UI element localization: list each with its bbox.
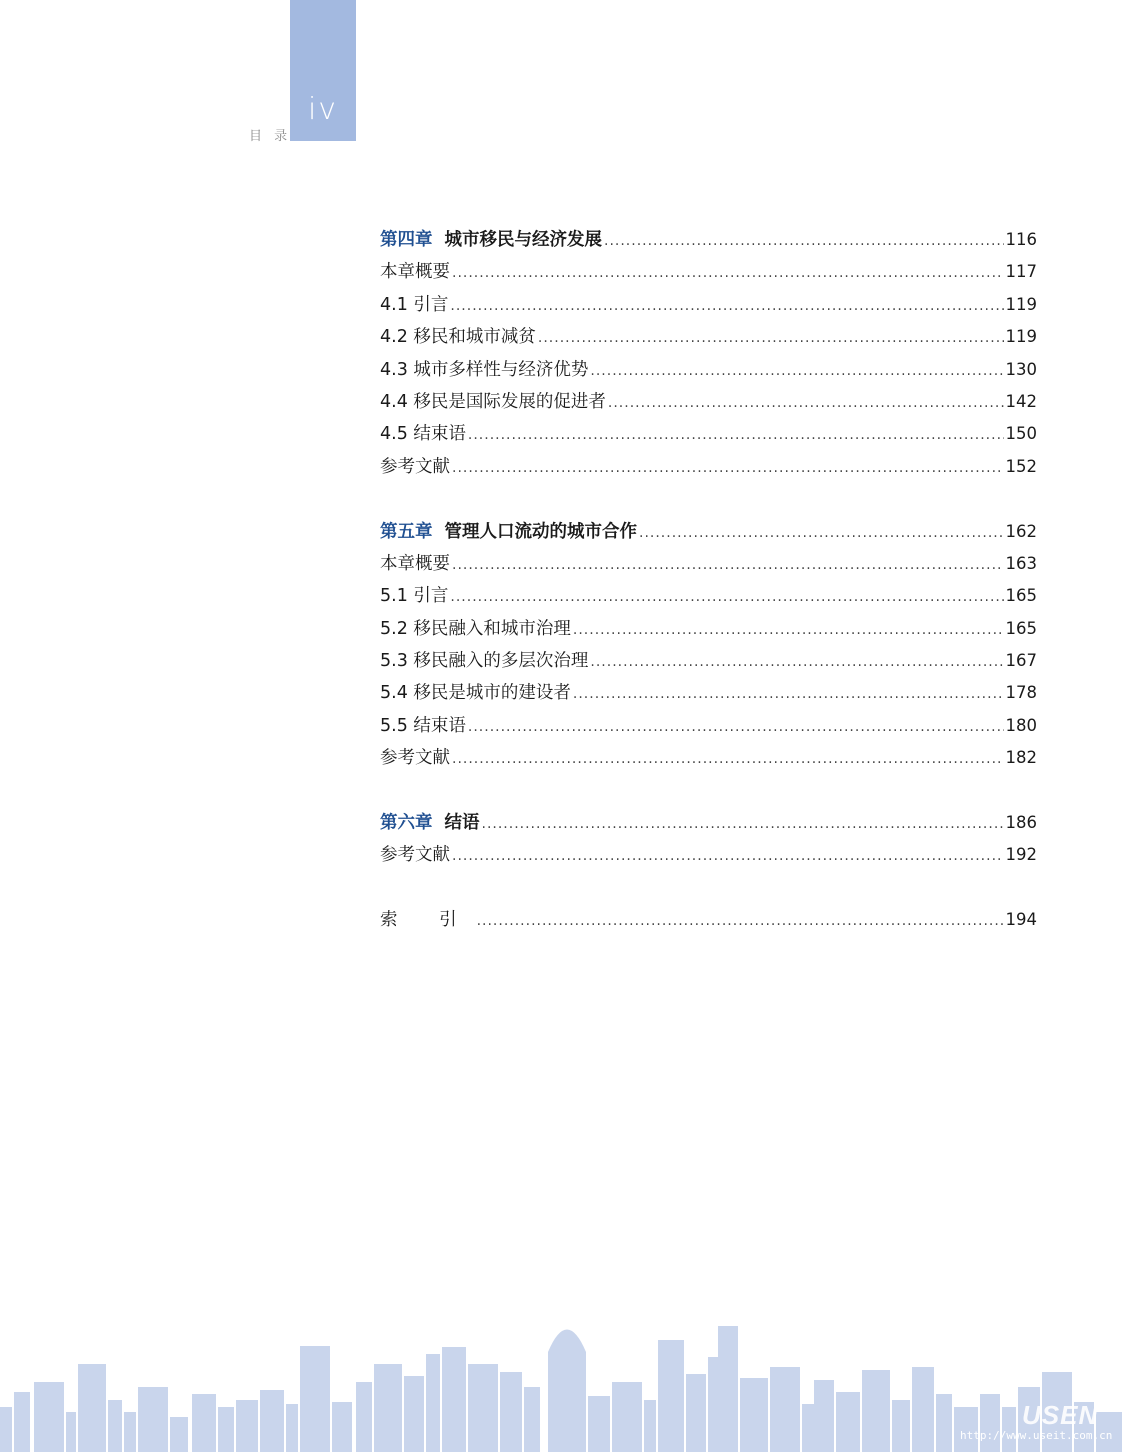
toc-dot-leader	[482, 816, 1004, 832]
toc-page-number: 194	[1005, 910, 1037, 930]
page-number: iv	[307, 92, 339, 127]
toc-entry-title: 4.5 结束语	[380, 424, 466, 445]
toc-entry-title: 结语	[444, 813, 480, 834]
toc-entry-title: 4.2 移民和城市减贫	[380, 327, 536, 348]
toc-chapter-number: 第六章	[380, 813, 433, 834]
toc-row	[380, 453, 1037, 485]
toc-dot-leader	[573, 622, 1004, 638]
toc-row	[380, 323, 1037, 355]
section-label: 目 录	[249, 129, 292, 144]
toc-dot-leader	[639, 525, 1004, 541]
toc-entry-title: 5.2 移民融入和城市治理	[380, 618, 571, 639]
table-of-contents	[380, 226, 1037, 939]
toc-dot-leader	[452, 460, 1004, 476]
toc-dot-leader	[590, 654, 1003, 670]
toc-dot-leader	[604, 233, 1004, 249]
toc-dot-leader	[590, 363, 1003, 379]
toc-row	[380, 679, 1037, 711]
toc-dot-leader	[452, 751, 1004, 767]
toc-page-number: 192	[1005, 845, 1037, 865]
city-skyline-illustration	[0, 1312, 1122, 1452]
toc-entry-title: 4.4 移民是国际发展的促进者	[380, 391, 606, 412]
skyline-buildings	[0, 1326, 1122, 1452]
toc-dot-leader	[468, 719, 1004, 735]
toc-page-number: 178	[1005, 683, 1037, 703]
page-tab	[290, 0, 356, 141]
toc-dot-leader	[608, 395, 1004, 411]
toc-row	[380, 744, 1037, 776]
toc-page-number: 180	[1005, 715, 1037, 735]
toc-dot-leader	[477, 913, 1004, 929]
toc-row	[380, 582, 1037, 614]
toc-entry-title: 本章概要	[380, 553, 450, 574]
toc-dot-leader	[452, 557, 1004, 573]
toc-entry-title: 5.4 移民是城市的建设者	[380, 683, 571, 704]
toc-entry-title: 本章概要	[380, 262, 450, 283]
toc-row	[380, 420, 1037, 452]
toc-dot-leader	[450, 298, 1003, 314]
toc-row	[380, 388, 1037, 420]
toc-page-number: 116	[1005, 230, 1037, 249]
toc-entry-title: 5.5 结束语	[380, 715, 466, 736]
toc-row	[380, 712, 1037, 744]
toc-page-number: 167	[1005, 651, 1037, 671]
toc-page-number: 119	[1005, 294, 1037, 314]
toc-row	[380, 550, 1037, 582]
toc-dot-leader	[573, 686, 1004, 702]
toc-chapter-number: 第五章	[380, 521, 433, 542]
toc-entry-title: 4.1 引言	[380, 294, 449, 315]
toc-page-number: 182	[1005, 748, 1037, 768]
toc-page-number: 165	[1005, 586, 1037, 606]
toc-dot-leader	[452, 848, 1004, 864]
toc-page-number: 130	[1005, 359, 1037, 379]
toc-entry-title: 参考文献	[380, 748, 450, 769]
toc-row	[380, 809, 1037, 841]
toc-row	[380, 226, 1037, 258]
toc-page-number: 162	[1005, 521, 1037, 541]
toc-row	[380, 356, 1037, 388]
toc-row	[380, 615, 1037, 647]
watermark-logo: USEN	[1022, 1400, 1099, 1430]
toc-row	[380, 647, 1037, 679]
toc-page-number: 142	[1005, 391, 1037, 411]
watermark-url: http://www.useit.com.cn	[960, 1429, 1113, 1442]
toc-entry-title: 索 引	[380, 910, 475, 931]
toc-page-number: 150	[1005, 424, 1037, 444]
toc-page-number: 163	[1005, 553, 1037, 573]
toc-row	[380, 258, 1037, 290]
toc-entry-title: 参考文献	[380, 456, 450, 477]
toc-page-number: 117	[1005, 262, 1037, 282]
toc-row	[380, 518, 1037, 550]
toc-entry-title: 参考文献	[380, 845, 450, 866]
toc-row	[380, 291, 1037, 323]
toc-entry-title: 4.3 城市多样性与经济优势	[380, 359, 589, 380]
toc-dot-leader	[468, 427, 1004, 443]
toc-dot-leader	[450, 589, 1003, 605]
toc-entry-title: 5.1 引言	[380, 586, 449, 607]
toc-entry-title: 5.3 移民融入的多层次治理	[380, 651, 589, 672]
toc-entry-title: 城市移民与经济发展	[444, 230, 602, 250]
toc-page-number: 119	[1005, 327, 1037, 347]
toc-chapter-number: 第四章	[380, 230, 433, 250]
toc-page-number: 152	[1005, 456, 1037, 476]
toc-dot-leader	[538, 330, 1004, 346]
toc-dot-leader	[452, 265, 1004, 281]
toc-page-number: 186	[1005, 813, 1037, 833]
toc-row	[380, 906, 1037, 938]
toc-page-number: 165	[1005, 618, 1037, 638]
toc-entry-title: 管理人口流动的城市合作	[444, 521, 637, 542]
toc-row	[380, 841, 1037, 873]
